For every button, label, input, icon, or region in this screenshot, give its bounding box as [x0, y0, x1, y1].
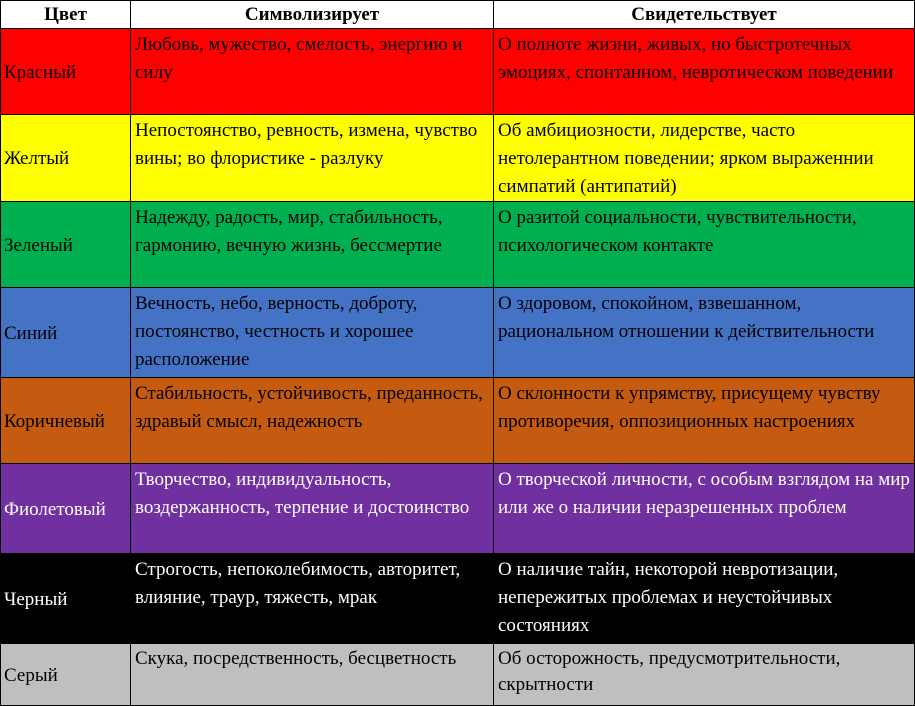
indicates-cell: Об амбициозности, лидерстве, часто нетолерантном поведении; ярком выраженнии симпатий (антипатий): [494, 115, 915, 202]
indicates-cell: О здоровом, спокойном, взвешанном, рациональном отношении к действительности: [494, 288, 915, 378]
symbolizes-cell: Стабильность, устойчивость, преданность, здравый смысл, надежность: [131, 378, 494, 464]
color-name-cell: Черный: [1, 554, 131, 644]
symbolizes-cell: Надежду, радость, мир, стабильность, гармонию, вечную жизнь, бессмертие: [131, 202, 494, 288]
header-symbolizes: Символизирует: [131, 1, 494, 29]
color-name-cell: Зеленый: [1, 202, 131, 288]
color-name-cell: Серый: [1, 644, 131, 706]
indicates-cell: Об осторожность, предусмотрительности, скрытности: [494, 644, 915, 706]
color-name-cell: Фиолетовый: [1, 464, 131, 554]
header-color: Цвет: [1, 1, 131, 29]
header-indicates: Свидетельствует: [494, 1, 915, 29]
color-name-cell: Красный: [1, 29, 131, 115]
table-row-black: [1, 554, 915, 644]
symbolizes-cell: Непостоянство, ревность, измена, чувство вины; во флористике - разлуку: [131, 115, 494, 202]
symbolizes-cell: Вечность, небо, верность, доброту, постоянство, честность и хорошее расположение: [131, 288, 494, 378]
table-row-brown: [1, 378, 915, 464]
color-name-cell: Желтый: [1, 115, 131, 202]
symbolizes-cell: Скука, посредственность, бесцветность: [131, 644, 494, 706]
color-name-cell: Коричневый: [1, 378, 131, 464]
table-body: [1, 29, 915, 706]
table-row-red: [1, 29, 915, 115]
indicates-cell: О полноте жизни, живых, но быстротечных эмоциях, спонтанном, невротическом поведении: [494, 29, 915, 115]
header-row: [1, 1, 915, 29]
symbolizes-cell: Любовь, мужество, смелость, энергию и силу: [131, 29, 494, 115]
color-name-cell: Синий: [1, 288, 131, 378]
table-row-yellow: [1, 115, 915, 202]
indicates-cell: О склонности к упрямству, присущему чувству противоречия, оппозиционных настроениях: [494, 378, 915, 464]
symbolizes-cell: Творчество, индивидуальность, воздержанность, терпение и достоинство: [131, 464, 494, 554]
table-header: [1, 1, 915, 29]
table-row-blue: [1, 288, 915, 378]
symbolizes-cell: Строгость, непоколебимость, авторитет, влияние, траур, тяжесть, мрак: [131, 554, 494, 644]
indicates-cell: О наличие тайн, некоторой невротизации, непережитых проблемах и неустойчивых состояниях: [494, 554, 915, 644]
table-row-green: [1, 202, 915, 288]
indicates-cell: О разитой социальности, чувствительности, психологическом контакте: [494, 202, 915, 288]
table-row-purple: [1, 464, 915, 554]
indicates-cell: О творческой личности, с особым взглядом на мир или же о наличии неразрешенных проблем: [494, 464, 915, 554]
table-row-gray: [1, 644, 915, 706]
